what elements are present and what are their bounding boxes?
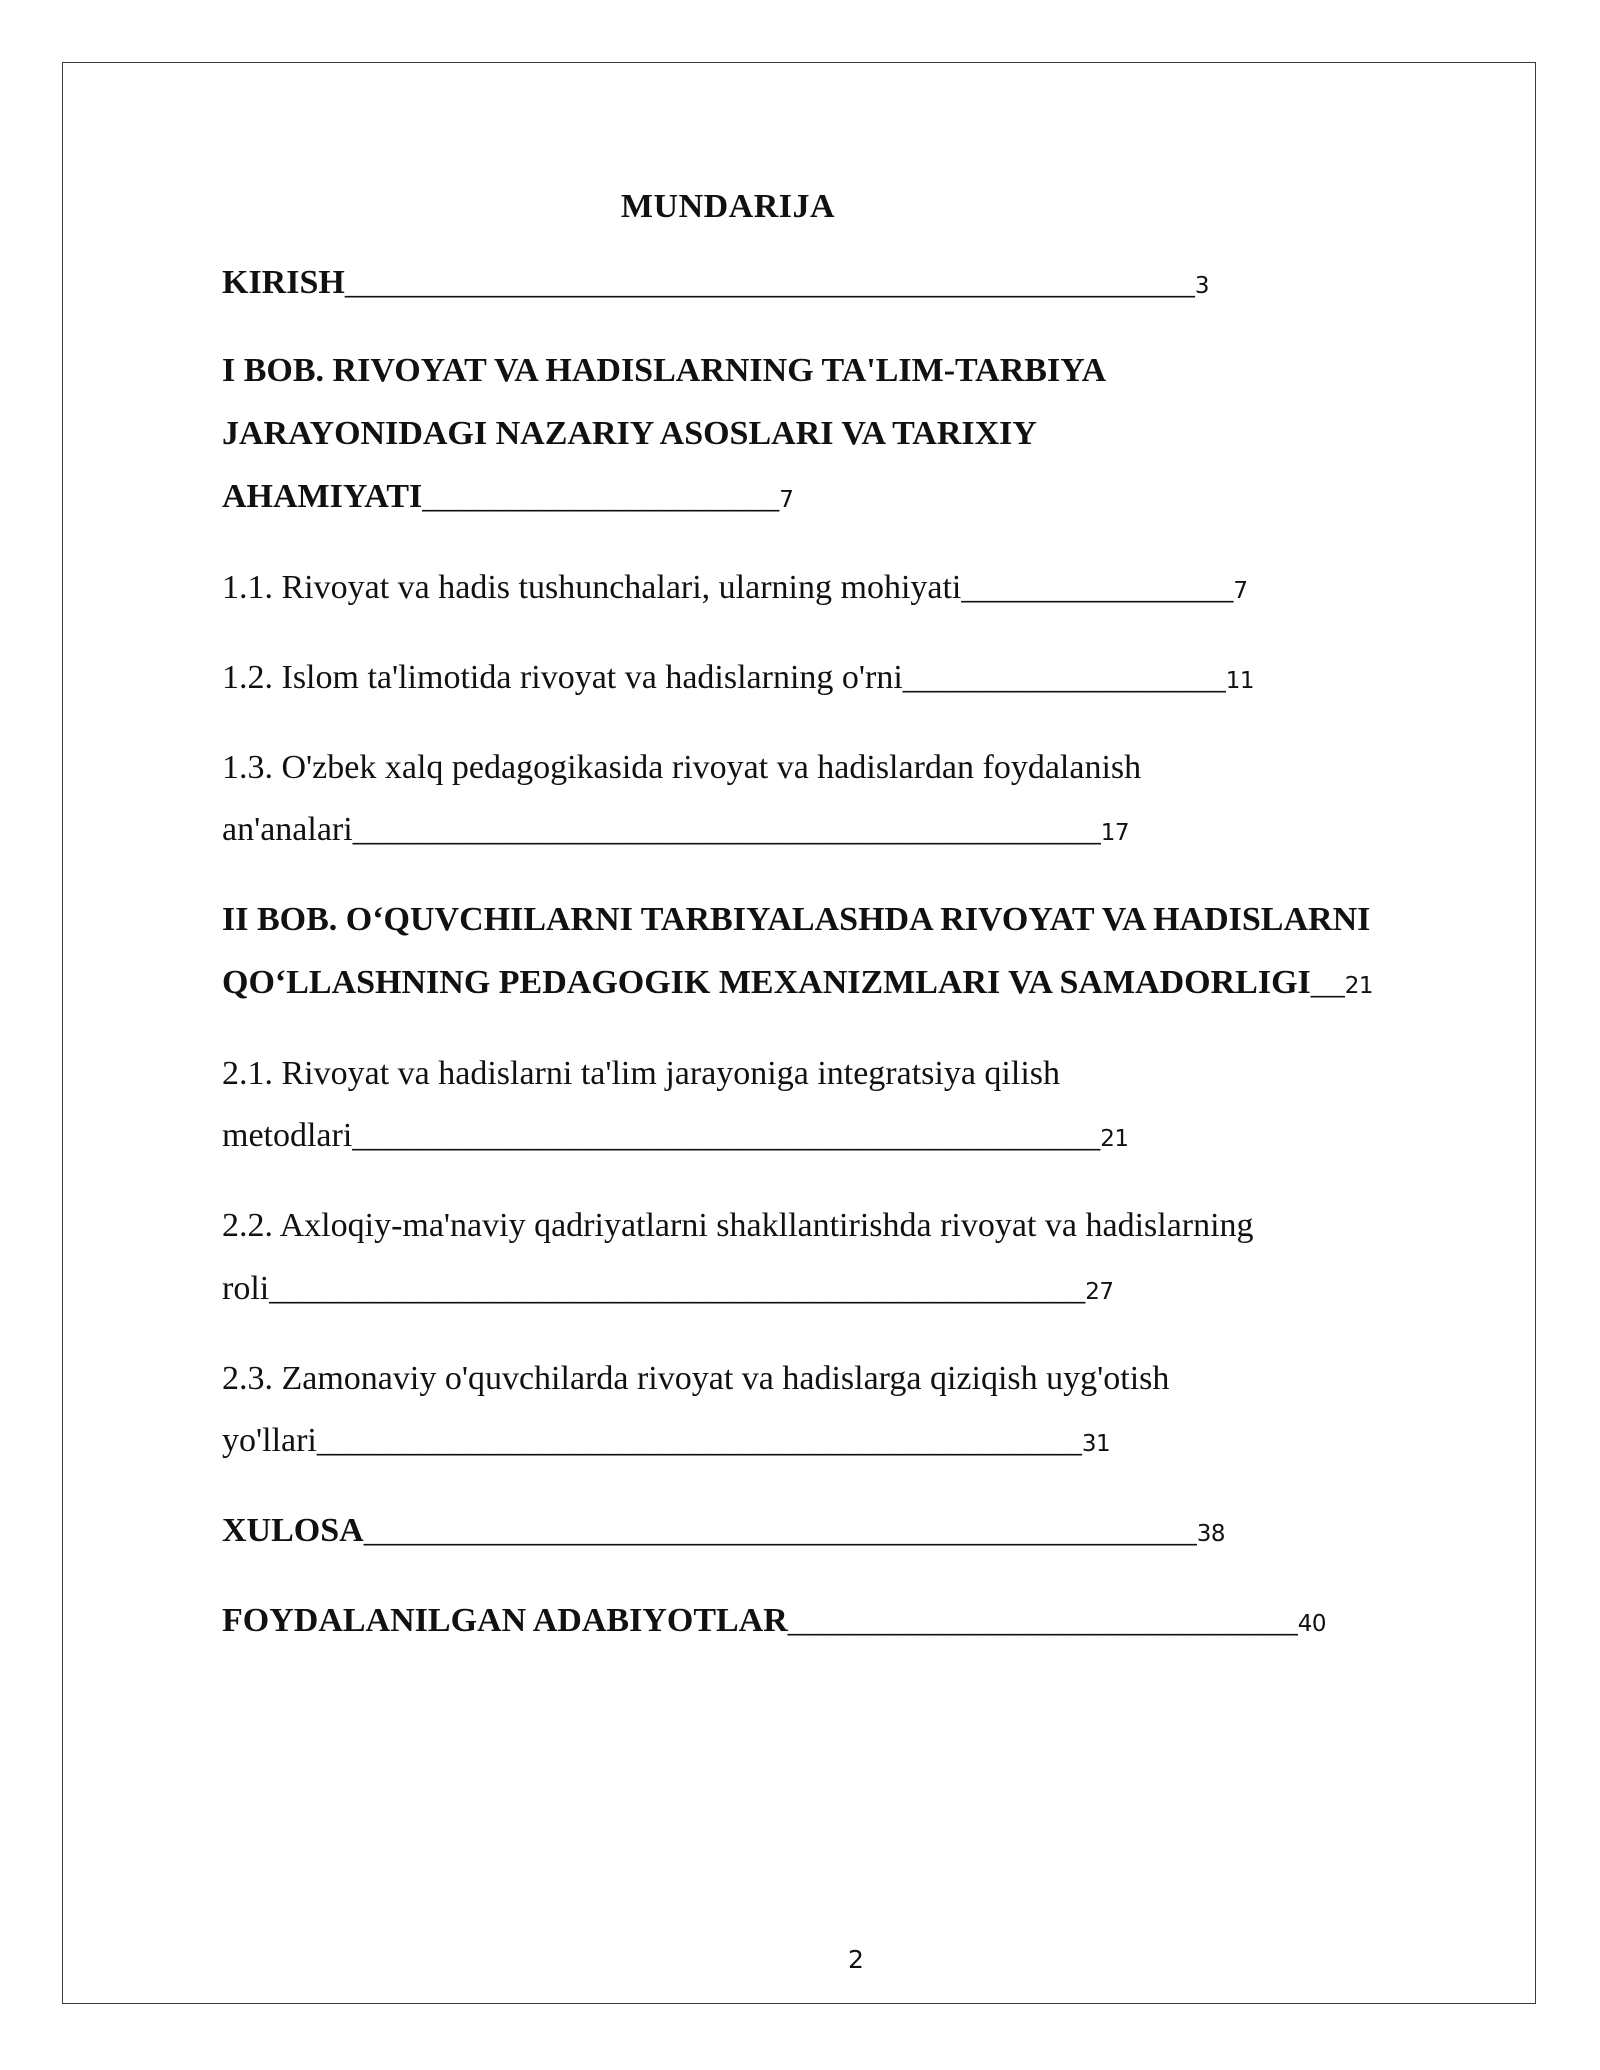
toc-entry-line: I BOB. RIVOYAT VA HADISLARNING TA'LIM-TARBIYA — [222, 352, 1107, 389]
toc-entry-line: 2.2. Axloqiy-ma'naviy qadriyatlarni shakllantirishda rivoyat va hadislarning — [222, 1207, 1254, 1244]
toc-entry-line: 1.3. O'zbek xalq pedagogikasida rivoyat va hadislardan foydalanish — [222, 749, 1142, 786]
toc-page-number: 21 — [1100, 1126, 1129, 1152]
toc-page-number: 27 — [1085, 1279, 1114, 1305]
toc-entry-line: yo'llari_____________________________________________31 — [222, 1422, 1111, 1459]
toc-page-number: 40 — [1297, 1611, 1327, 1637]
toc-page-number: 31 — [1081, 1431, 1111, 1457]
toc-page-number: 38 — [1196, 1521, 1225, 1547]
toc-entry-line: JARAYONIDAGI NAZARIY ASOSLARI VA TARIXIY — [222, 415, 1037, 452]
toc-page-number: 7 — [779, 487, 794, 513]
toc-entry-1-2[interactable]: 1.2. Islom ta'limotida rivoyat va hadislarning o'rni___________________11 — [222, 659, 1255, 696]
toc-entry-line: AHAMIYATI_____________________7 — [222, 478, 794, 515]
toc-title: MUNDARIJA — [620, 188, 836, 225]
toc-entry-line: II BOB. O‘QUVCHILARNI TARBIYALASHDA RIVOYAT VA HADISLARNI — [222, 901, 1371, 938]
toc-entry-references[interactable]: FOYDALANILGAN ADABIYOTLAR______________________________40 — [222, 1602, 1327, 1639]
toc-entry-xulosa[interactable]: XULOSA_________________________________________________38 — [222, 1512, 1225, 1549]
toc-page-number: 11 — [1225, 668, 1255, 694]
toc-entry-line: metodlari____________________________________________21 — [222, 1117, 1129, 1154]
toc-entry-line: 2.3. Zamonaviy o'quvchilarda rivoyat va hadislarga qiziqish uyg'otish — [222, 1360, 1170, 1397]
toc-page-number: 7 — [1233, 578, 1248, 604]
toc-entry-1-1[interactable]: 1.1. Rivoyat va hadis tushunchalari, ularning mohiyati________________7 — [222, 569, 1248, 606]
toc-entry-line: 2.1. Rivoyat va hadislarni ta'lim jarayoniga integratsiya qilish — [222, 1055, 1060, 1092]
toc-page-number: 17 — [1100, 820, 1129, 846]
toc-page-number: 21 — [1344, 973, 1374, 999]
page-number: 2 — [848, 1945, 864, 1974]
toc-page-number: 3 — [1194, 273, 1209, 299]
toc-entry-line: roli________________________________________________27 — [222, 1270, 1114, 1307]
toc-entry-line: an'analari____________________________________________17 — [222, 811, 1129, 848]
toc-entry-kirish[interactable]: KIRISH__________________________________________________3 — [222, 264, 1209, 301]
toc-entry-line: QO‘LLASHNING PEDAGOGIK MEXANIZMLARI VA SAMADORLIGI__21 — [222, 964, 1374, 1001]
